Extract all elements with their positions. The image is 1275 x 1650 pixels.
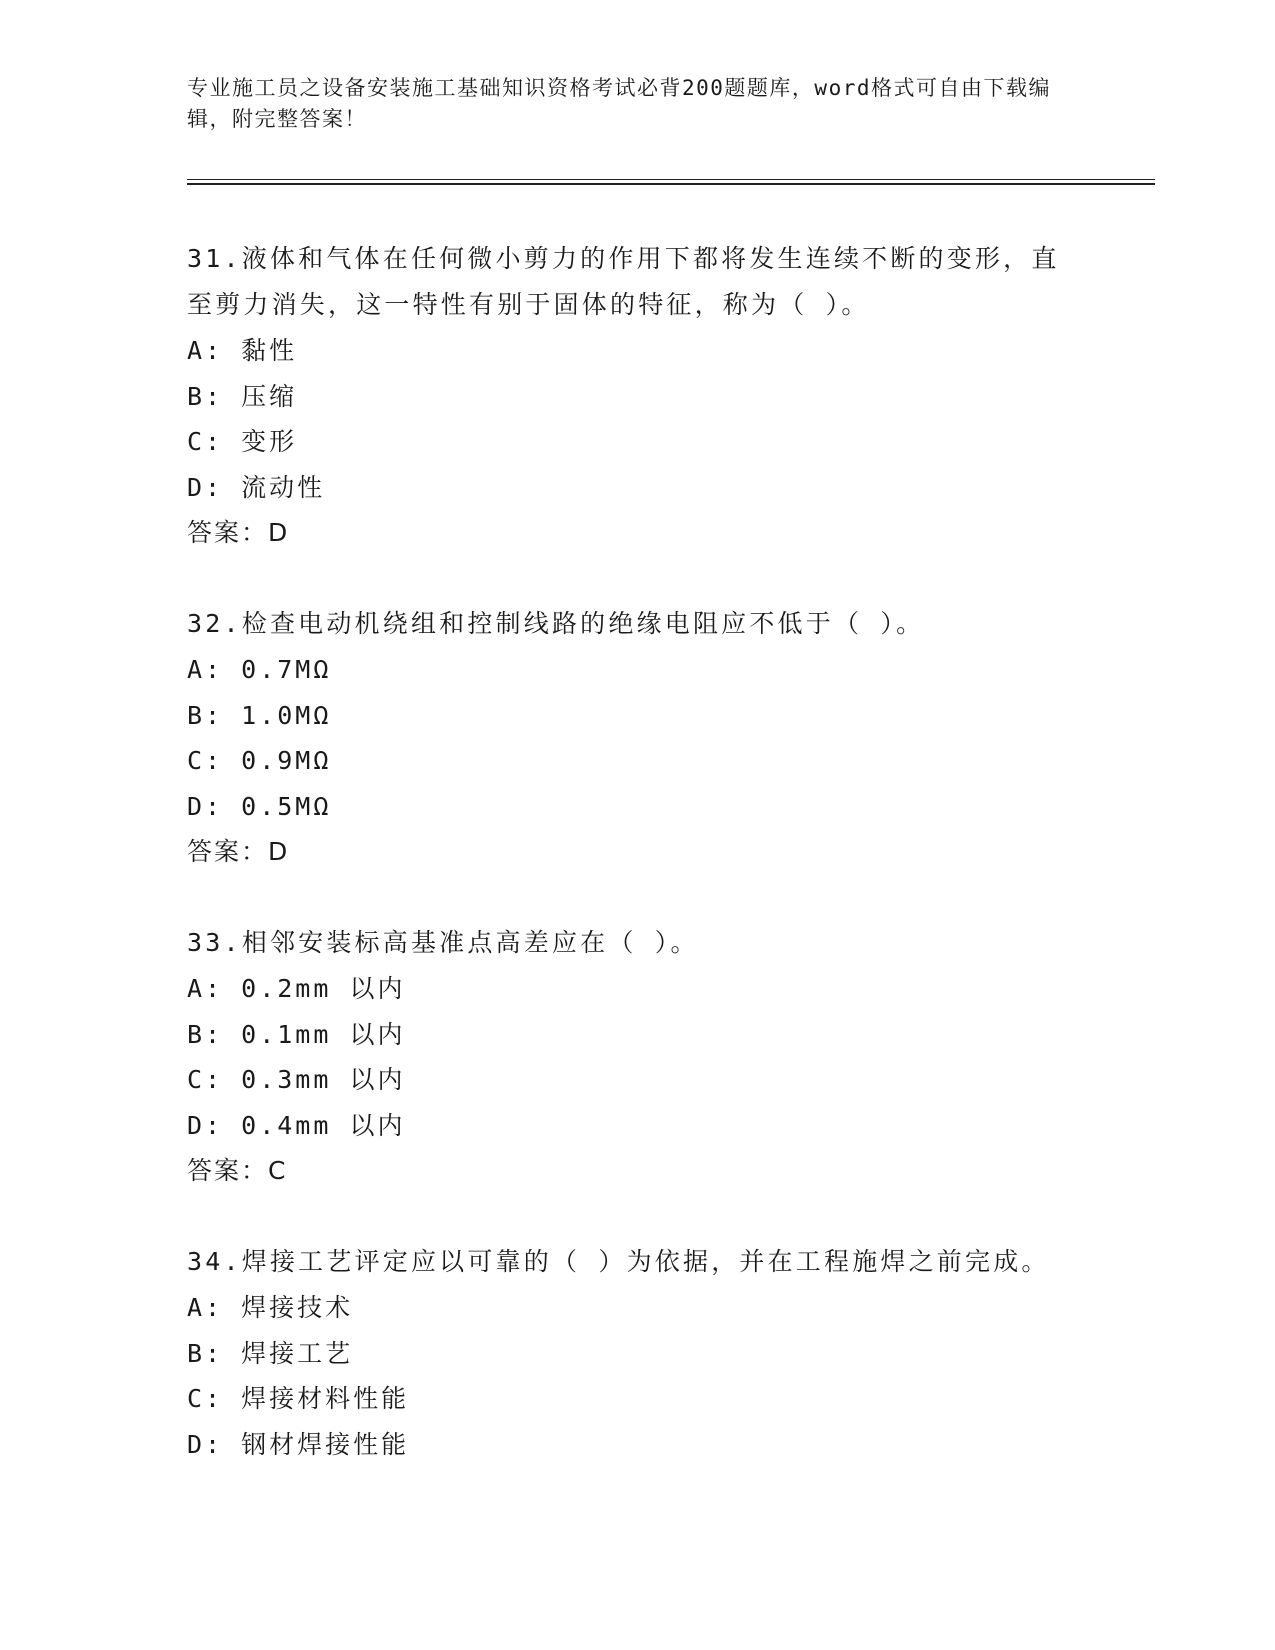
option-b: B: 焊接工艺: [187, 1338, 354, 1368]
option-a: A: 0.7MΩ: [187, 655, 332, 684]
option-a: A: 焊接技术: [187, 1293, 354, 1322]
option-a: A: 0.2mm 以内: [187, 974, 406, 1003]
option-b: B: 1.0MΩ: [187, 700, 332, 730]
option-c: C: 0.9MΩ: [187, 746, 332, 775]
answer: 答案：C: [187, 1156, 288, 1185]
option-c: C: 焊接材料性能: [187, 1384, 410, 1413]
answer: 答案：D: [187, 518, 290, 547]
option-c: C: 变形: [187, 427, 298, 456]
question-stem: 34.焊接工艺评定应以可靠的（ ）为依据，并在工程施焊之前完成。: [187, 1247, 1050, 1276]
option-c: C: 0.3mm 以内: [187, 1065, 406, 1094]
question-stem: 33.相邻安装标高基准点高差应在（ ）。: [187, 928, 699, 957]
answer: 答案：D: [187, 837, 290, 866]
question-32: [187, 601, 1087, 875]
option-d: D: 0.5MΩ: [187, 791, 332, 821]
option-d: D: 钢材焊接性能: [187, 1429, 410, 1459]
question-31: [187, 236, 1087, 556]
header-divider-top: [187, 179, 1155, 180]
question-stem: 32.检查电动机绕组和控制线路的绝缘电阻应不低于（ ）。: [187, 609, 925, 638]
document-header-title: 专业施工员之设备安装施工基础知识资格考试必背200题题库，word格式可自由下载编辑，附完整答案！: [187, 76, 1051, 131]
question-34: [187, 1239, 1087, 1467]
option-d: D: 0.4mm 以内: [187, 1110, 406, 1140]
option-d: D: 流动性: [187, 472, 326, 502]
question-33: [187, 920, 1087, 1194]
option-a: A: 黏性: [187, 336, 298, 365]
header-divider-bottom: [187, 183, 1155, 185]
question-stem: 31.液体和气体在任何微小剪力的作用下都将发生连续不断的变形，直至剪力消失，这一特性有别于固体的特征，称为（ ）。: [187, 244, 1060, 319]
question-list: [187, 236, 1087, 1512]
option-b: B: 压缩: [187, 381, 298, 411]
option-b: B: 0.1mm 以内: [187, 1019, 406, 1049]
